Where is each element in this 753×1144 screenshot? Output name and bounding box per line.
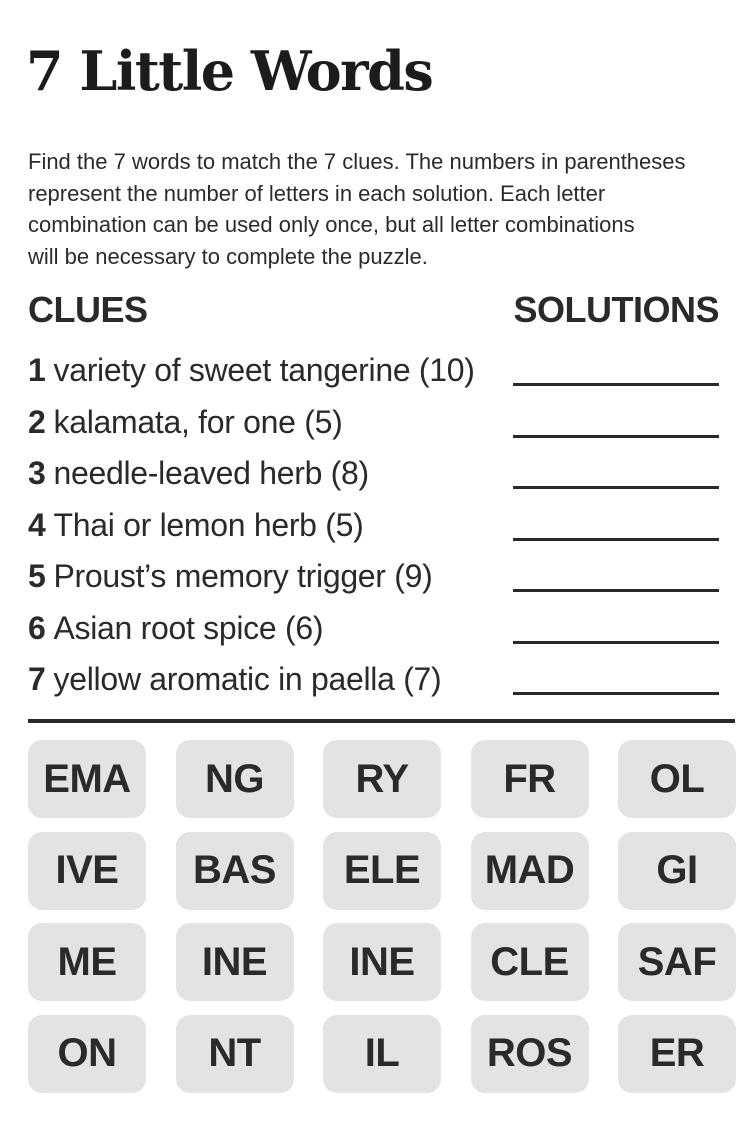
letter-tile[interactable]: EMA: [28, 740, 146, 818]
clue-text: yellow aromatic in paella (7): [53, 661, 442, 697]
letter-tile[interactable]: INE: [323, 923, 441, 1001]
clue-number: 3: [28, 455, 46, 491]
letter-tile[interactable]: NT: [176, 1015, 294, 1093]
puzzle-title: 7 Little Words: [26, 39, 433, 103]
solution-blank-6[interactable]: [513, 641, 719, 644]
instruction-line: Find the 7 words to match the 7 clues. The numbers in parentheses: [28, 149, 686, 174]
solutions-header: SOLUTIONS: [513, 289, 719, 330]
letter-tile[interactable]: ELE: [323, 832, 441, 910]
clue-number: 2: [28, 403, 46, 440]
solution-blank-2[interactable]: [513, 435, 719, 438]
instructions: [28, 146, 748, 272]
solution-blank-7[interactable]: [513, 692, 719, 695]
clue-text: needle-leaved herb (8): [53, 455, 369, 491]
letter-tile[interactable]: BAS: [176, 832, 294, 910]
solution-blank-5[interactable]: [513, 589, 719, 592]
clue-row-1: [28, 346, 719, 386]
instruction-line: will be necessary to complete the puzzle.: [28, 243, 428, 269]
letter-tile[interactable]: NG: [176, 740, 294, 818]
clue-number: 7: [28, 661, 46, 697]
clue-text: kalamata, for one (5): [53, 403, 343, 440]
clue-text: variety of sweet tangerine (10): [53, 352, 475, 388]
letter-tile[interactable]: INE: [176, 923, 294, 1001]
clue-row-5: [28, 552, 719, 592]
clue-text: Proust’s memory trigger (9): [53, 558, 433, 594]
clues-header: CLUES: [28, 289, 148, 330]
clue-row-3: [28, 449, 719, 489]
clue-number: 1: [28, 352, 46, 388]
letter-tile[interactable]: ON: [28, 1015, 146, 1093]
instruction-line: represent the number of letters in each solution. Each letter: [28, 180, 606, 206]
clue-row-7: [28, 655, 719, 695]
solution-blank-1[interactable]: [513, 383, 719, 386]
letter-tile-grid: [28, 740, 736, 1093]
letter-tile[interactable]: IVE: [28, 832, 146, 910]
letter-tile[interactable]: IL: [323, 1015, 441, 1093]
divider: [28, 719, 735, 723]
clue-text: Thai or lemon herb (5): [53, 506, 364, 543]
clue-row-2: [28, 398, 719, 438]
letter-tile[interactable]: ROS: [471, 1015, 589, 1093]
letter-tile[interactable]: OL: [618, 740, 736, 818]
letter-tile[interactable]: FR: [471, 740, 589, 818]
instruction-line: combination can be used only once, but all letter combinations: [28, 212, 635, 237]
clue-number: 5: [28, 558, 46, 594]
letter-tile[interactable]: GI: [618, 832, 736, 910]
letter-tile[interactable]: CLE: [471, 923, 589, 1001]
clue-number: 6: [28, 609, 46, 646]
letter-tile[interactable]: ME: [28, 923, 146, 1001]
solution-blank-3[interactable]: [513, 486, 719, 489]
letter-tile[interactable]: ER: [618, 1015, 736, 1093]
letter-tile[interactable]: SAF: [618, 923, 736, 1001]
clue-row-6: [28, 604, 719, 644]
letter-tile[interactable]: MAD: [471, 832, 589, 910]
letter-tile[interactable]: RY: [323, 740, 441, 818]
clue-row-4: [28, 501, 719, 541]
clue-text: Asian root spice (6): [53, 609, 324, 646]
solution-blank-4[interactable]: [513, 538, 719, 541]
clue-number: 4: [28, 506, 46, 543]
